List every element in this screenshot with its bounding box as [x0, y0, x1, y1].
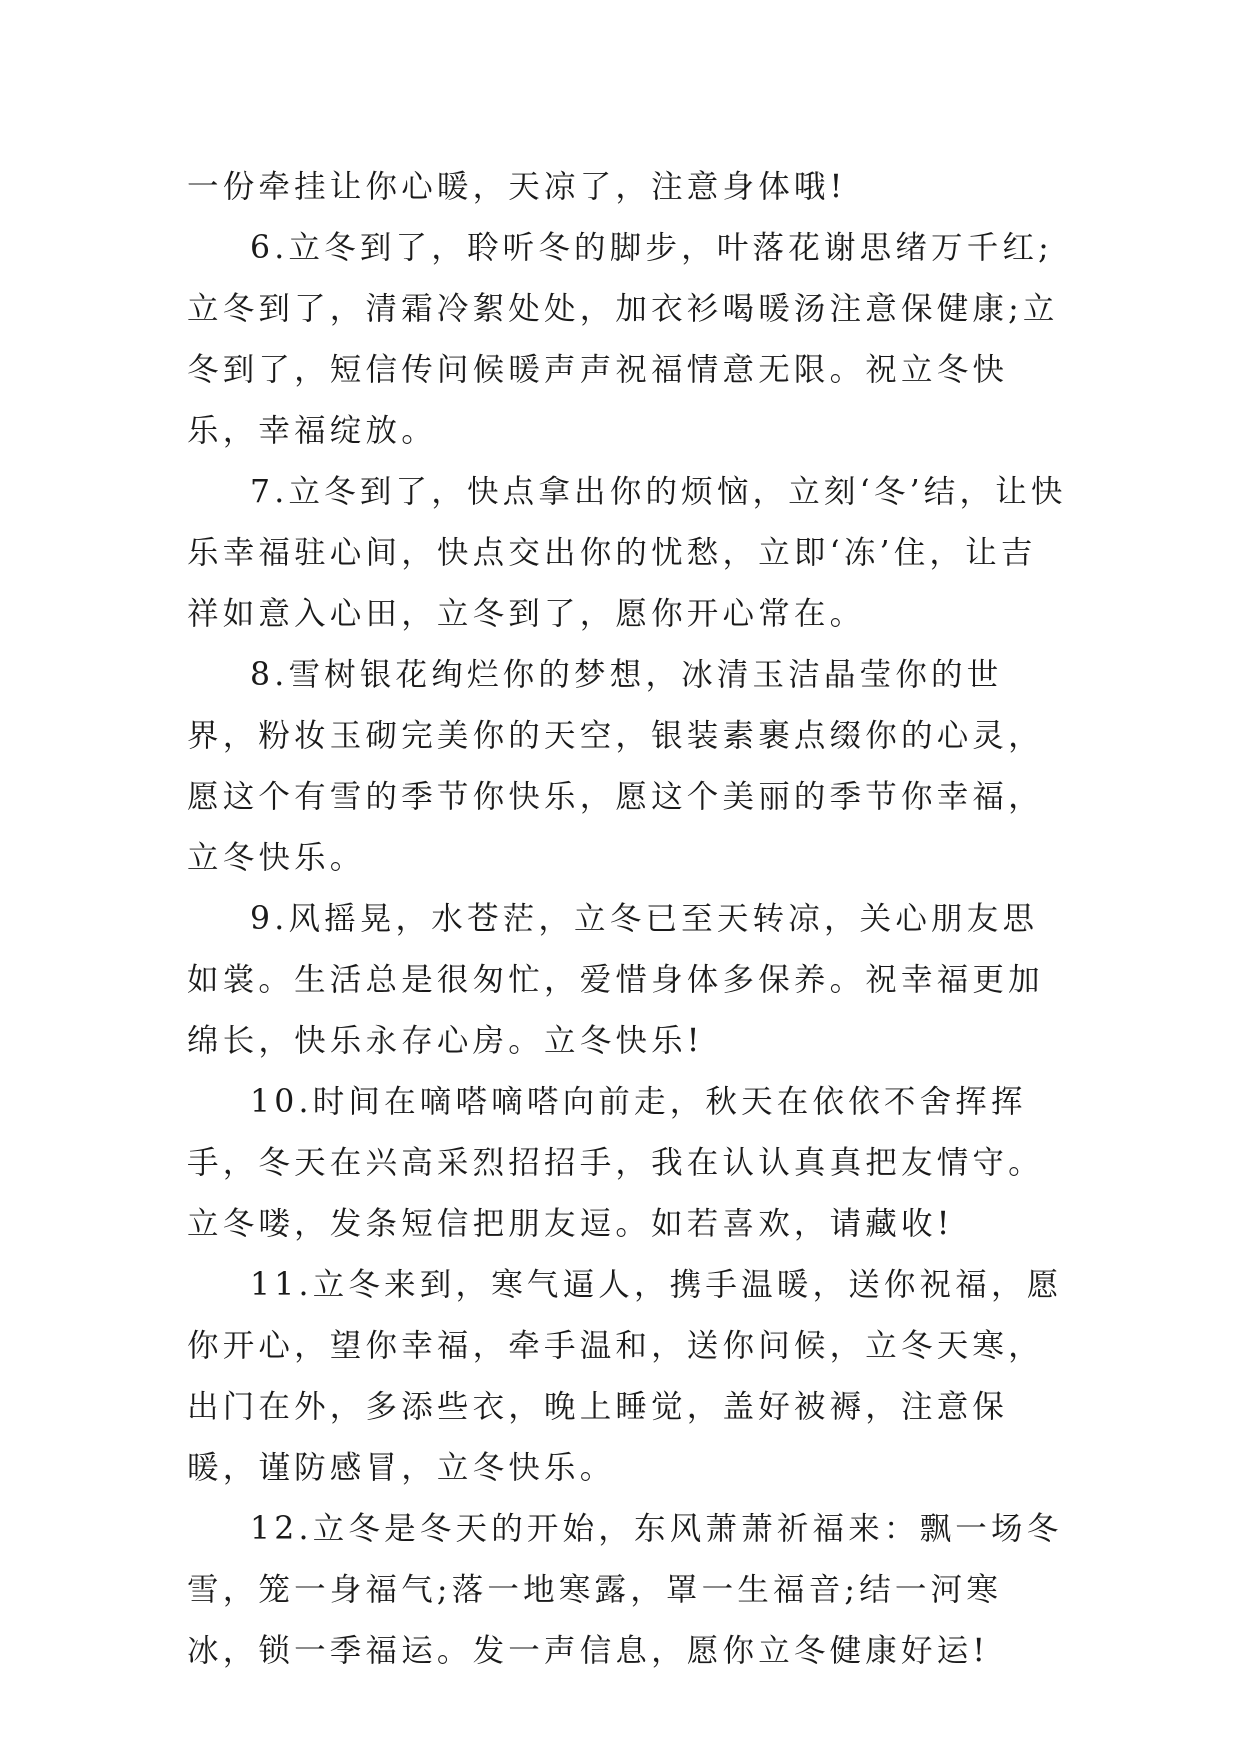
paragraph-continuation: 一份牵挂让你心暖，天凉了，注意身体哦!	[187, 169, 847, 205]
paragraph-item-10: 10.时间在嘀嗒嘀嗒向前走，秋天在依依不舍挥挥手，冬天在兴高采烈招招手，我在认认真真把友情守。立冬喽，发条短信把朋友逗。如若喜欢，请藏收!	[187, 1084, 1044, 1242]
paragraph-item-6: 6.立冬到了，聆听冬的脚步，叶落花谢思绪万千红;立冬到了，清霜冷絮处处，加衣衫喝暖汤注意保健康;立冬到了，短信传问候暖声声祝福情意无限。祝立冬快乐，幸福绽放。	[187, 230, 1059, 449]
paragraph-item-11: 11.立冬来到，寒气逼人，携手温暖，送你祝福，愿你开心，望你幸福，牵手温和，送你问候，立冬天寒，出门在外，多添些衣，晚上睡觉，盖好被褥，注意保暖，谨防感冒，立冬快乐。	[187, 1267, 1063, 1486]
paragraph-item-7: 7.立冬到了，快点拿出你的烦恼，立刻‘冬’结，让快乐幸福驻心间，快点交出你的忧愁，立即‘冻’住，让吉祥如意入心田，立冬到了，愿你开心常在。	[187, 474, 1067, 632]
paragraph-item-9: 9.风摇晃，水苍茫，立冬已至天转凉，关心朋友思如裳。生活总是很匆忙，爱惜身体多保养。祝幸福更加绵长，快乐永存心房。立冬快乐!	[187, 901, 1044, 1059]
paragraph-item-12: 12.立冬是冬天的开始，东风萧萧祈福来：飘一场冬雪，笼一身福气;落一地寒露，罩一生福音;结一河寒冰，锁一季福运。发一声信息，愿你立冬健康好运!	[187, 1511, 1063, 1669]
paragraph-item-8: 8.雪树银花绚烂你的梦想，冰清玉洁晶莹你的世界，粉妆玉砌完美你的天空，银装素裹点缀你的心灵，愿这个有雪的季节你快乐，愿这个美丽的季节你幸福，立冬快乐。	[187, 657, 1044, 876]
document-body	[187, 157, 1067, 1682]
